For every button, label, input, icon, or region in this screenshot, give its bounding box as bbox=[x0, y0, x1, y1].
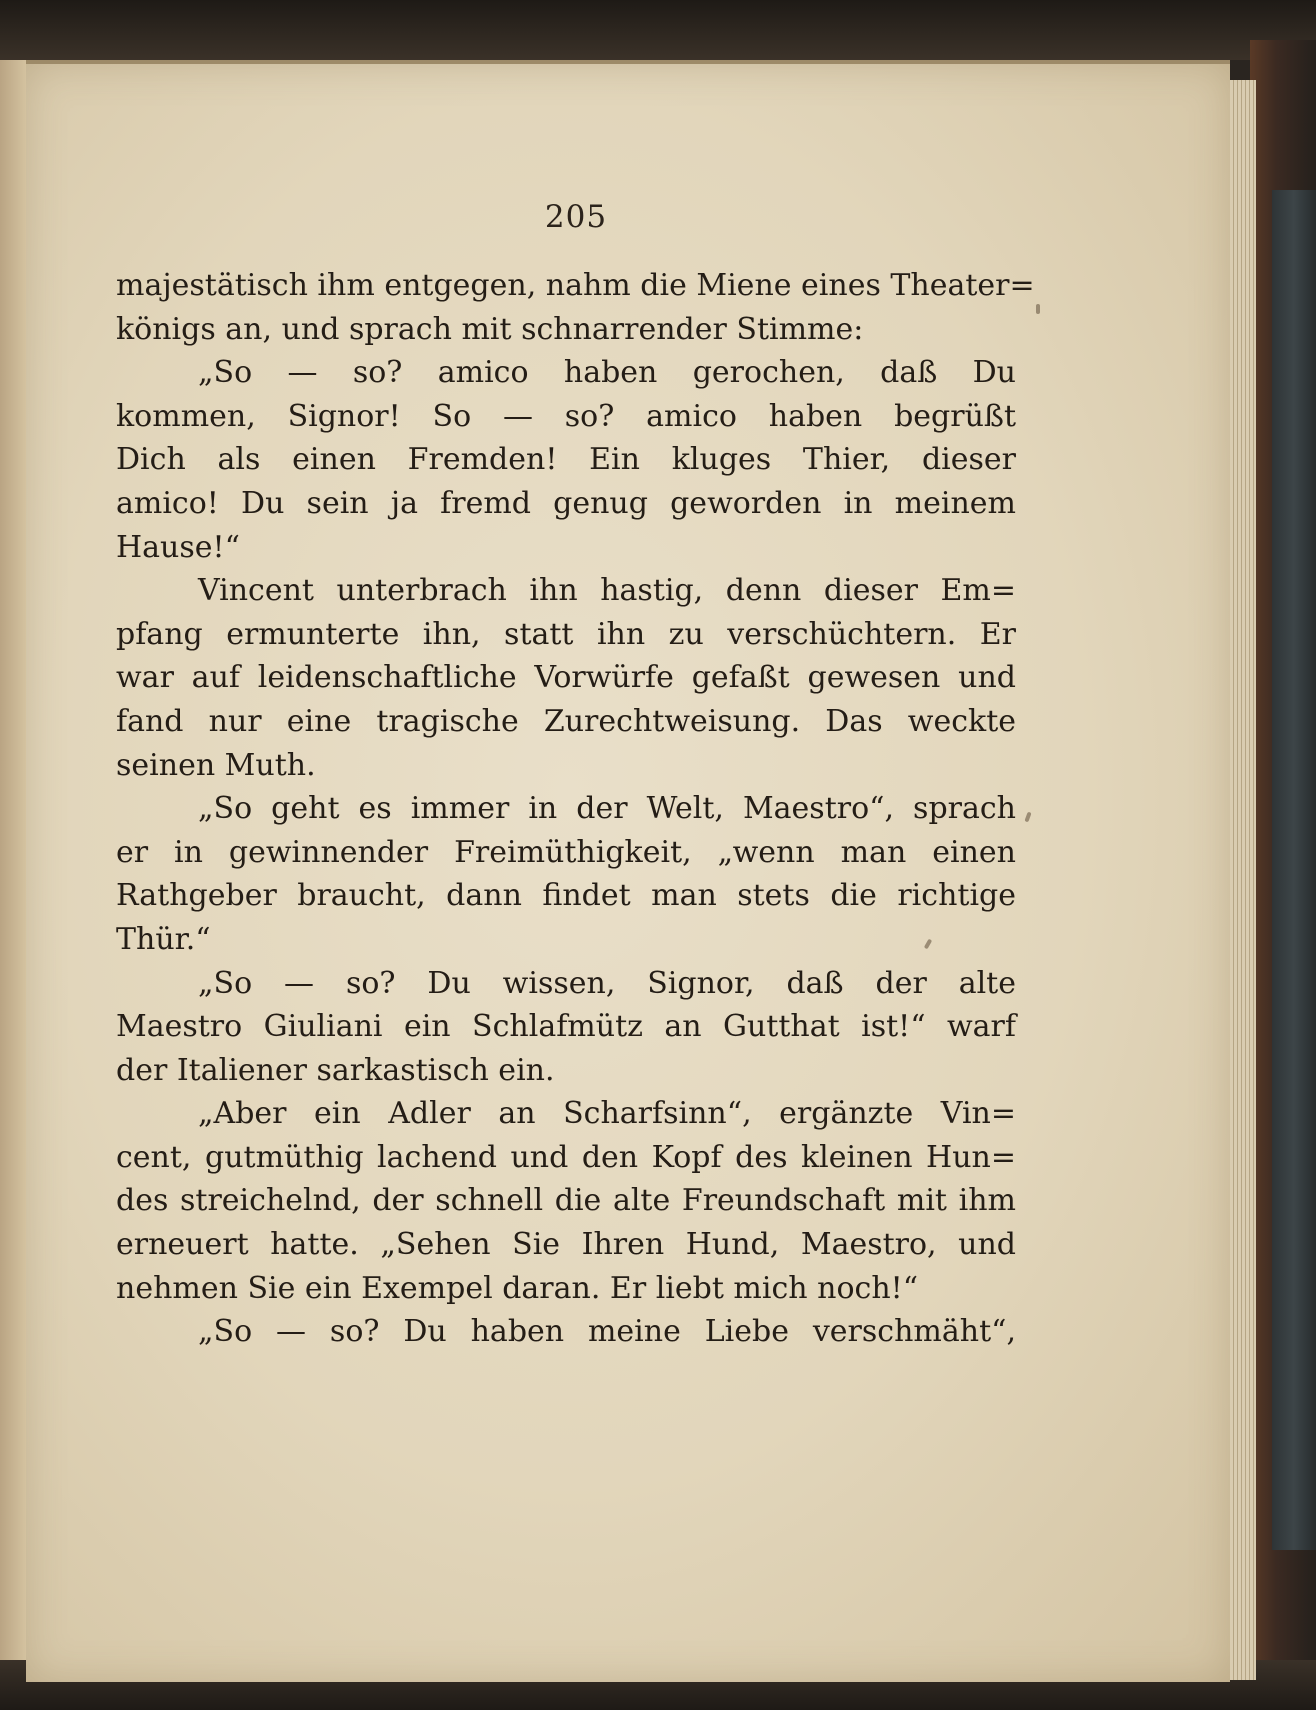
text-line: „Aber ein Adler an Scharfsinn“, ergänzte Vin= bbox=[198, 1096, 1016, 1132]
text-line: Thür.“ bbox=[116, 921, 211, 957]
book-cover-top bbox=[0, 0, 1316, 60]
text-line: Hause!“ bbox=[116, 529, 240, 565]
paper-speck bbox=[1024, 812, 1031, 823]
body-text bbox=[116, 264, 1035, 1354]
page-number: 205 bbox=[544, 199, 608, 235]
text-line: Rathgeber braucht, dann findet man stets die richtige bbox=[116, 878, 1016, 914]
text-line: „So — so? Du wissen, Signor, daß der alte bbox=[198, 965, 1016, 1001]
text-line: war auf leidenschaftliche Vorwürfe gefaßt gewesen und bbox=[116, 660, 1016, 696]
text-line: Maestro Giuliani ein Schlafmütz an Gutthat ist!“ warf bbox=[116, 1009, 1016, 1045]
text-line: fand nur eine tragische Zurechtweisung. Das weckte bbox=[116, 703, 1016, 739]
book-page bbox=[26, 60, 1230, 1682]
text-line: pfang ermunterte ihn, statt ihn zu verschüchtern. Er bbox=[116, 616, 1016, 652]
text-line: cent, gutmüthig lachend und den Kopf des kleinen Hun= bbox=[116, 1139, 1016, 1175]
text-line: Vincent unterbrach ihn hastig, denn dieser Em= bbox=[198, 573, 1016, 609]
book-spine-strip bbox=[1272, 190, 1316, 1550]
text-line: kommen, Signor! So — so? amico haben begrüßt bbox=[116, 398, 1016, 434]
text-line: erneuert hatte. „Sehen Sie Ihren Hund, Maestro, und bbox=[116, 1227, 1016, 1263]
text-line: Dich als einen Fremden! Ein kluges Thier, dieser bbox=[116, 442, 1016, 478]
text-line: königs an, und sprach mit schnarrender Stimme: bbox=[116, 311, 864, 347]
text-line: „So geht es immer in der Welt, Maestro“, sprach bbox=[198, 791, 1016, 827]
text-line: er in gewinnender Freimüthigkeit, „wenn man einen bbox=[116, 834, 1016, 870]
text-line: seinen Muth. bbox=[116, 747, 316, 783]
text-line: „So — so? Du haben meine Liebe verschmäht“, bbox=[198, 1314, 1016, 1350]
text-line: der Italiener sarkastisch ein. bbox=[116, 1052, 555, 1088]
paper-speck bbox=[1036, 304, 1040, 314]
text-line: majestätisch ihm entgegen, nahm die Miene eines Theater= bbox=[116, 268, 1035, 303]
text-line: amico! Du sein ja fremd genug geworden in meinem bbox=[116, 485, 1016, 521]
text-line: nehmen Sie ein Exempel daran. Er liebt mich noch!“ bbox=[116, 1270, 919, 1306]
text-line: des streichelnd, der schnell die alte Freundschaft mit ihm bbox=[116, 1183, 1016, 1219]
text-line: „So — so? amico haben gerochen, daß Du bbox=[198, 355, 1016, 391]
